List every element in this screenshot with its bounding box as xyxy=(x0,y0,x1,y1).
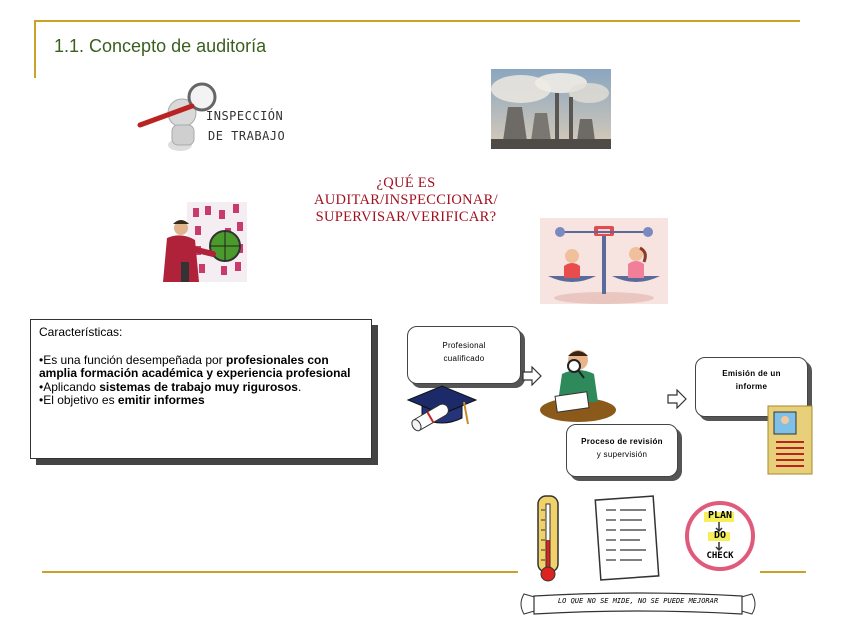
bottom-rule xyxy=(42,571,518,573)
characteristics-heading: Características: xyxy=(39,325,123,339)
arrow-right-icon xyxy=(667,389,687,409)
main-question xyxy=(280,175,532,226)
auditor-reviewing-illustration xyxy=(538,346,620,426)
item-tail: . xyxy=(297,379,302,394)
question-line-2: AUDITAR/INSPECCIONAR/ xyxy=(314,192,498,208)
report-document-icon xyxy=(766,404,814,476)
pdca-check: CHECK xyxy=(706,551,734,561)
question-line-1: ¿QUÉ ES xyxy=(376,175,436,191)
slide-title: 1.1. Concepto de auditoría xyxy=(54,36,267,56)
inspection-graphic-text xyxy=(206,106,285,146)
item-bold-text: sistemas de trabajo muy rigurosos xyxy=(99,379,298,394)
characteristic-item-3 xyxy=(39,394,363,408)
graduation-cap-icon xyxy=(402,378,482,450)
flow-step-2-line-1: Proceso de revisión xyxy=(581,437,663,446)
balance-scale-illustration xyxy=(540,218,668,304)
bottom-rule-right xyxy=(760,571,806,573)
characteristics-box xyxy=(30,319,372,459)
flow-step-1-line-2: cualificado xyxy=(443,354,485,363)
slogan-banner xyxy=(518,588,758,622)
flow-step-3-line-1: Emisión de un xyxy=(722,369,781,378)
item-bold-text: profesionales con amplia formación académica y experiencia profesional xyxy=(39,352,351,380)
inspection-line-1: INSPECCIÓN xyxy=(206,109,284,123)
pdca-do: DO xyxy=(713,530,727,541)
question-line-3: SUPERVISAR/VERIFICAR? xyxy=(315,209,497,225)
inspector-illustration xyxy=(159,198,251,284)
item-text: •Aplicando xyxy=(39,379,100,394)
characteristic-item-2 xyxy=(39,381,363,395)
flow-step-1-line-1: Profesional xyxy=(442,341,486,350)
pdca-plan: PLAN xyxy=(707,510,733,521)
flow-step-2-line-2: y supervisión xyxy=(596,450,648,459)
item-text: •Es una función desempeñada por xyxy=(39,352,226,367)
thermometer-icon xyxy=(533,494,563,584)
flow-step-professional xyxy=(407,326,521,384)
pdca-cycle-icon xyxy=(684,500,756,572)
characteristic-item-1 xyxy=(39,354,363,381)
slogan-text: LO QUE NO SE MIDE, NO SE PUEDE MEJORAR xyxy=(557,597,719,605)
power-plant-photo xyxy=(491,69,611,149)
flow-step-3-line-2: informe xyxy=(735,382,768,391)
left-rule xyxy=(34,20,36,78)
checklist-icon xyxy=(592,494,664,584)
item-bold-text: emitir informes xyxy=(117,393,205,407)
inspection-line-2: DE TRABAJO xyxy=(208,129,286,143)
flow-step-review xyxy=(566,424,678,477)
item-text: •El objetivo es xyxy=(39,393,118,407)
top-rule xyxy=(34,20,800,22)
